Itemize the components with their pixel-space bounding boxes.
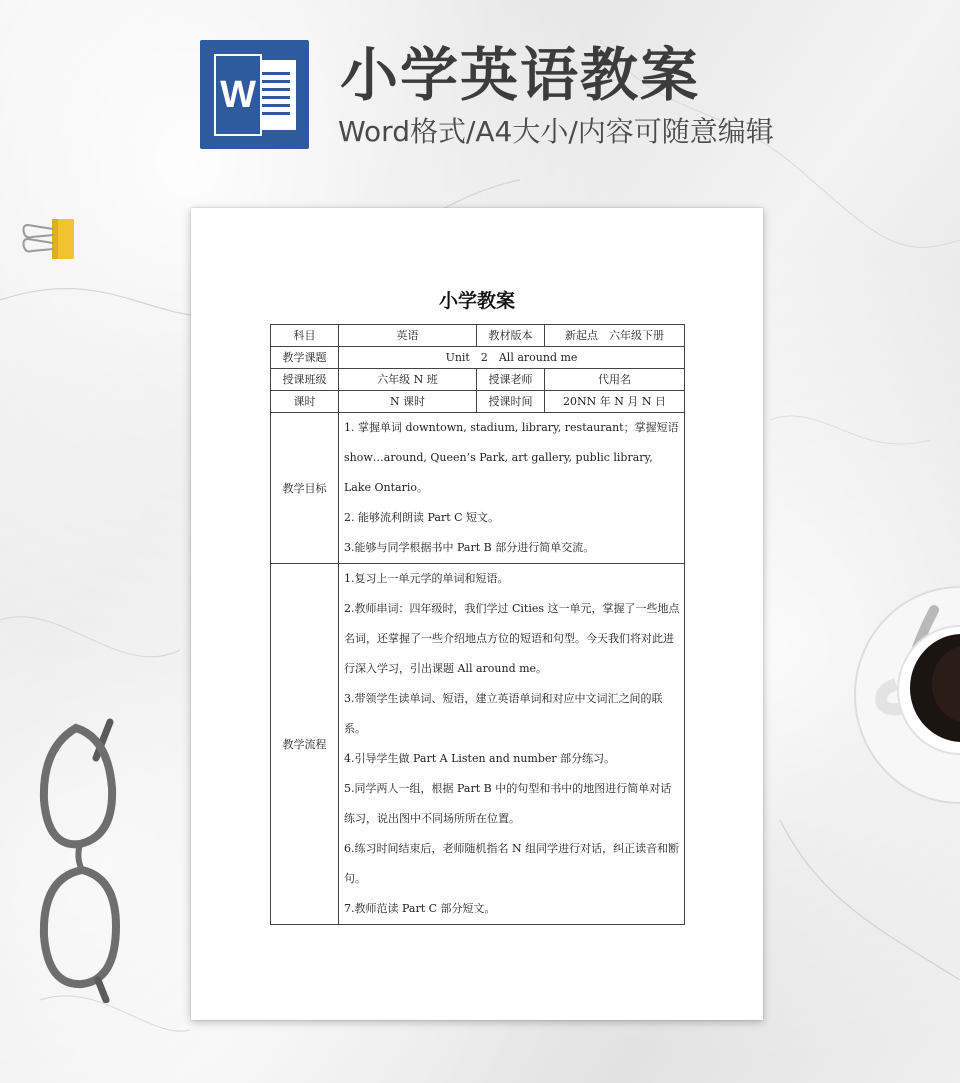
textbook-label: 教材版本 [477, 325, 545, 347]
goals-label: 教学目标 [271, 413, 339, 564]
process-content [339, 564, 685, 925]
eyeglasses-icon [36, 718, 126, 1003]
process-line: 2.教师串词：四年级时，我们学过 Cities 这一单元，掌握了一些地点名词，还掌握了一些介绍地点方位的短语和句型。今天我们将对此进行深入学习，引出课题 All around me。 [344, 602, 680, 675]
word-logo-letter: W [220, 74, 256, 116]
process-line: 3.带领学生读单词、短语，建立英语单词和对应中文词汇之间的联系。 [344, 692, 663, 735]
process-line: 5.同学两人一组，根据 Part B 中的句型和书中的地图进行简单对话练习，说出图中不同场所所在位置。 [344, 782, 672, 825]
table-row [271, 413, 685, 564]
goal-line: 2. 能够流利朗读 Part C 短文。 [344, 511, 500, 524]
class-label: 授课班级 [271, 369, 339, 391]
process-line: 7.教师范读 Part C 部分短文。 [344, 902, 496, 915]
process-line: 4.引导学生做 Part A Listen and number 部分练习。 [344, 752, 616, 765]
binder-clip-icon [22, 215, 78, 261]
goals-content [339, 413, 685, 564]
goal-line: 3.能够与同学根据书中 Part B 部分进行简单交流。 [344, 541, 595, 554]
table-row [271, 564, 685, 925]
topic-value: Unit 2 All around me [339, 347, 685, 369]
table-row [271, 347, 685, 369]
process-label: 教学流程 [271, 564, 339, 925]
teacher-label: 授课老师 [477, 369, 545, 391]
hours-label: 课时 [271, 391, 339, 413]
process-line: 6.练习时间结束后，老师随机指名 N 组同学进行对话，纠正读音和断句。 [344, 842, 680, 885]
time-value: 20NN 年 N 月 N 日 [545, 391, 685, 413]
coffee-cup-icon [848, 580, 960, 810]
table-row [271, 391, 685, 413]
process-line: 1.复习上一单元学的单词和短语。 [344, 572, 509, 585]
class-value: 六年级 N 班 [339, 369, 477, 391]
word-logo-icon [200, 40, 309, 149]
subject-value: 英语 [339, 325, 477, 347]
teacher-value: 代用名 [545, 369, 685, 391]
document-title: 小学教案 [438, 290, 515, 312]
table-row [271, 325, 685, 347]
topic-label: 教学课题 [271, 347, 339, 369]
time-label: 授课时间 [477, 391, 545, 413]
document-page [191, 208, 763, 1020]
lesson-plan-table [270, 324, 685, 925]
textbook-value: 新起点 六年级下册 [545, 325, 685, 347]
header-title: 小学英语教案 [340, 41, 701, 109]
goal-line: 1. 掌握单词 downtown, stadium, library, restaurant；掌握短语 show…around, Queen’s Park, art gallery, public library, Lake Ontario。 [344, 421, 679, 494]
subject-label: 科目 [271, 325, 339, 347]
hours-value: N 课时 [339, 391, 477, 413]
table-row [271, 369, 685, 391]
header-subtitle: Word格式/A4大小/内容可随意编辑 [338, 115, 774, 148]
